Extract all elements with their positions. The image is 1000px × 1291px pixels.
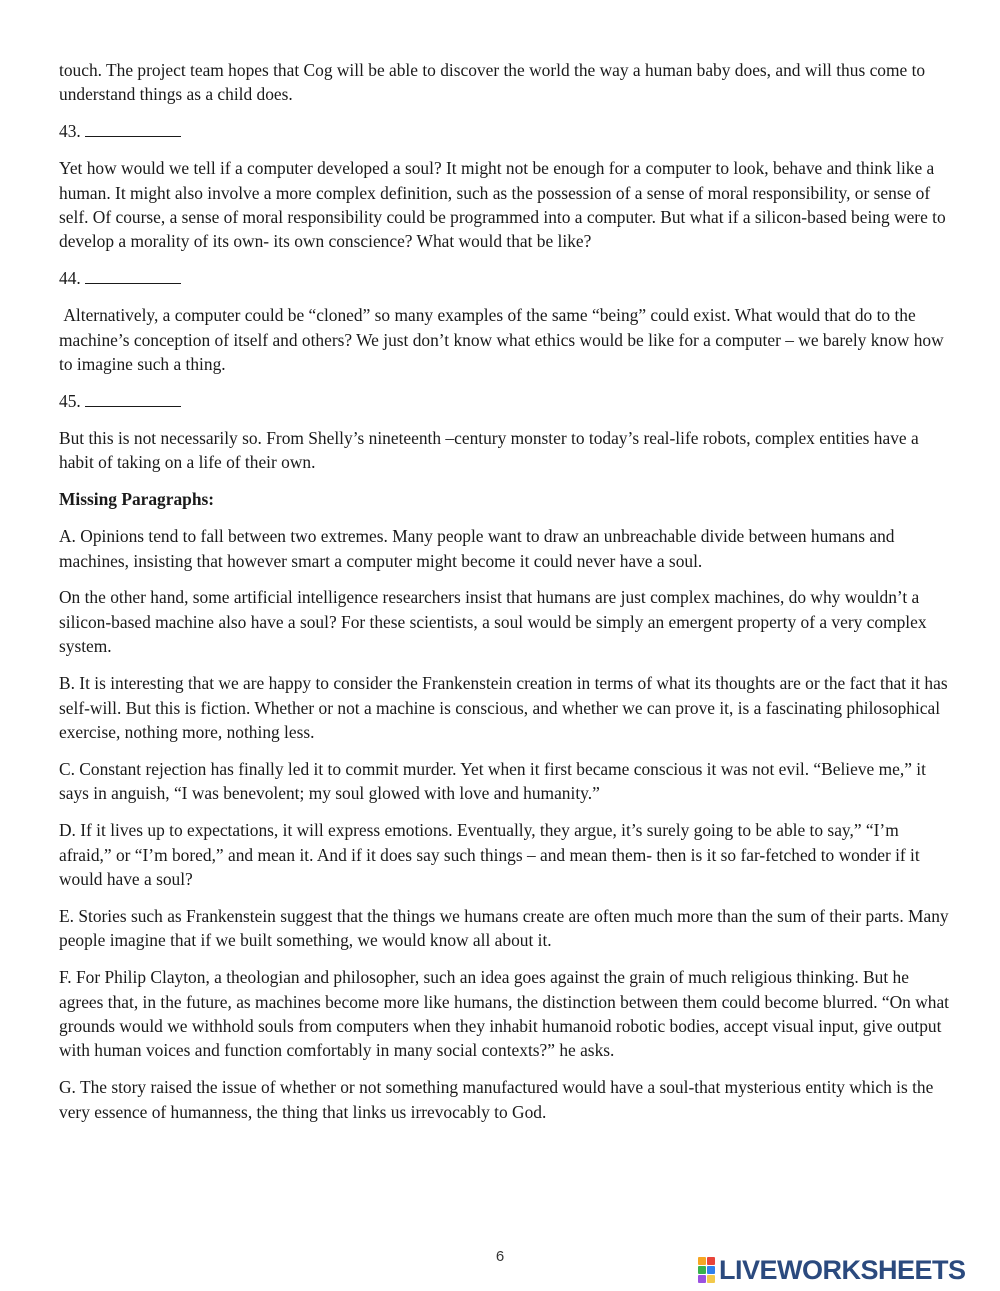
- missing-paragraph-d: D. If it lives up to expectations, it will express emotions. Eventually, they argue, it’s surely going to be able to say,” “I’m afraid,” or “I’m bored,” and mean it. And if it does say such things – and mean them- then is it so far-fetched to wonder if it would have a soul?: [59, 820, 920, 889]
- missing-paragraph-g: G. The story raised the issue of whether or not something manufactured would have a soul-that mysterious entity which is the very essence of humanness, the thing that links us irrevocably to God.: [59, 1077, 934, 1122]
- logo-block: [698, 1257, 706, 1265]
- missing-paragraph-c: C. Constant rejection has finally led it to commit murder. Yet when it first became conscious it was not evil. “Believe me,” it says in anguish, “I was benevolent; my soul glowed with love and humanity.”: [59, 758, 926, 804]
- missing-paragraphs-heading: Missing Paragraphs:: [59, 489, 215, 510]
- answer-blank-45[interactable]: [85, 390, 181, 407]
- question-number: 45.: [59, 390, 81, 411]
- logo-block: [707, 1266, 715, 1274]
- logo-block: [707, 1257, 715, 1265]
- liveworksheets-logo: [698, 1256, 966, 1284]
- intro-paragraph: touch. The project team hopes that Cog will be able to discover the world the way a human baby does, and will thus come to understand things as a child does.: [59, 60, 926, 105]
- missing-paragraph-a-continued: On the other hand, some artificial intelligence researchers insist that humans are just complex machines, do why wouldn’t a silicon-based machine also have a soul? For these scientists, a soul would be simply an emergent property of a very complex system.: [59, 587, 927, 657]
- logo-block: [707, 1275, 715, 1283]
- answer-blank-43[interactable]: [85, 120, 181, 137]
- question-44: [59, 266, 949, 290]
- missing-paragraph-b: B. It is interesting that we are happy to consider the Frankenstein creation in terms of what its thoughts are or the fact that it has self-will. But this is fiction. Whether or not a machine is conscious, and whether we can prove it, is a fascinating philosophical exercise, nothing more, nothing less.: [59, 673, 948, 742]
- paragraph-after-45: But this is not necessarily so. From Shelly’s nineteenth –century monster to today’s real-life robots, complex entities have a habit of taking on a life of their own.: [59, 427, 919, 473]
- worksheet-page: [59, 58, 949, 1137]
- answer-blank-44[interactable]: [85, 267, 181, 284]
- logo-block: [698, 1275, 706, 1283]
- logo-text: LIVEWORKSHEETS: [719, 1255, 966, 1285]
- page-number: 6: [495, 1248, 505, 1265]
- missing-paragraph-a: A. Opinions tend to fall between two extremes. Many people want to draw an unbreachable divide between humans and machines, insisting that however smart a computer might become it could never have a soul.: [59, 526, 895, 571]
- missing-paragraph-f: F. For Philip Clayton, a theologian and philosopher, such an idea goes against the grain of much religious thinking. But he agrees that, in the future, as machines become more like humans, the distinction between them could become blurred. “On what grounds would we withhold souls from computers when they inhabit humanoid robotic bodies, accept visual input, give output with human voices and function comfortably in many social contexts?” he asks.: [59, 967, 950, 1061]
- liveworksheets-logo-icon: [698, 1257, 715, 1283]
- question-43: [59, 119, 949, 143]
- paragraph-after-43: Yet how would we tell if a computer developed a soul? It might not be enough for a computer to look, behave and think like a human. It might also involve a more complex definition, such as the possession of a sense of moral responsibility, or sense of self. Of course, a sense of moral responsibility could be programmed into a computer. But what if a silicon-based being were to develop a morality of its own- its own conscience? What would that be like?: [59, 158, 946, 252]
- question-45: [59, 389, 949, 413]
- question-number: 44.: [59, 268, 81, 289]
- logo-block: [698, 1266, 706, 1274]
- paragraph-after-44: Alternatively, a computer could be “cloned” so many examples of the same “being” could exist. What would that do to the machine’s conception of itself and others? We just don’t know what ethics would be like for a computer – we barely know how to imagine such a thing.: [59, 305, 949, 375]
- missing-paragraph-e: E. Stories such as Frankenstein suggest that the things we humans create are often much more than the sum of their parts. Many people imagine that if we built something, we would know all about it.: [59, 905, 949, 951]
- question-number: 43.: [59, 121, 81, 142]
